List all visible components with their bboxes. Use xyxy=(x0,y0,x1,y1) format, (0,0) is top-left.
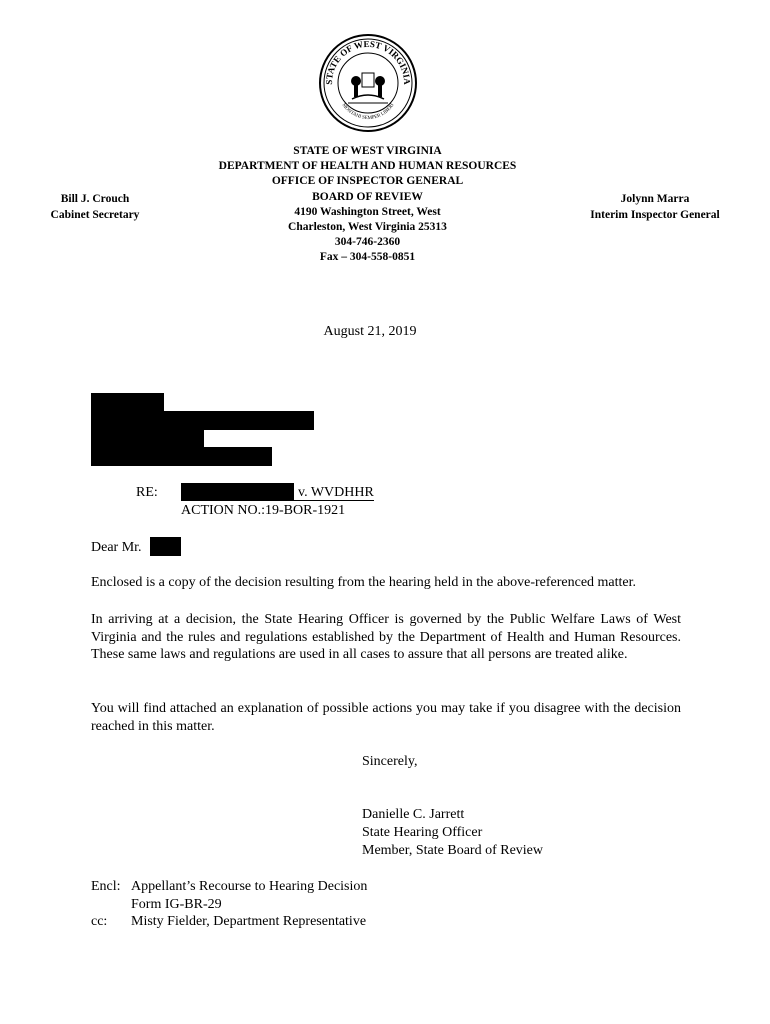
heading-line: Charleston, West Virginia 25313 xyxy=(288,221,447,234)
heading-line: DEPARTMENT OF HEALTH AND HUMAN RESOURCES xyxy=(218,160,517,173)
action-number: ACTION NO.:19-BOR-1921 xyxy=(181,503,346,518)
heading-line: Fax – 304-558-0851 xyxy=(319,251,416,264)
re-label: RE: xyxy=(136,485,158,500)
redacted-address-line xyxy=(91,393,164,412)
signature-block xyxy=(362,806,543,860)
heading-line: OFFICE OF INSPECTOR GENERAL xyxy=(271,175,464,188)
heading-line: STATE OF WEST VIRGINIA xyxy=(293,145,442,157)
redacted-address-line xyxy=(91,411,314,430)
seal-ring-text: STATE OF WEST VIRGINIA xyxy=(323,38,413,85)
left-name: Bill J. Crouch xyxy=(60,193,130,205)
redacted-address-line xyxy=(91,447,272,466)
body-paragraph: Enclosed is a copy of the decision resulting from the hearing held in the above-referenced matter. xyxy=(91,575,637,590)
redacted-surname xyxy=(150,537,181,556)
re-case-text: v. WVDHHR xyxy=(294,485,374,501)
letter-date: August 21, 2019 xyxy=(323,324,417,339)
state-seal-icon xyxy=(318,33,418,133)
salutation: Dear Mr. xyxy=(91,540,142,555)
body-paragraph: In arriving at a decision, the State Hearing Officer is governed by the Public Welfare Laws of West Virginia and the rules and regulations established by the Department of Health and Human Resources. These same laws and regulations are used in all cases to assure that all persons are treated alike. xyxy=(91,612,681,662)
right-name: Jolynn Marra xyxy=(620,193,690,205)
right-title: Interim Inspector General xyxy=(590,209,720,221)
agency-heading xyxy=(185,144,550,266)
signer-name: Danielle C. Jarrett xyxy=(362,807,465,822)
seal-motto-text: MONTANI SEMPER LIBERI xyxy=(340,102,396,122)
closing: Sincerely, xyxy=(362,754,418,769)
re-case-line xyxy=(294,485,374,501)
encl-item: Form IG-BR-29 xyxy=(131,896,222,912)
enclosures-block xyxy=(91,878,367,931)
signer-role: Member, State Board of Review xyxy=(362,843,544,858)
redacted-address-line xyxy=(91,429,204,448)
inspector-general-block xyxy=(580,191,730,223)
encl-label: Encl: xyxy=(91,879,121,894)
heading-line: 304-746-2360 xyxy=(334,236,401,249)
body-paragraph: You will find attached an explanation of possible actions you may take if you disagree with the decision reached in this matter. xyxy=(91,701,681,734)
heading-line: 4190 Washington Street, West xyxy=(294,205,441,218)
heading-line: BOARD OF REVIEW xyxy=(312,190,423,203)
redacted-appellant-name xyxy=(181,483,294,501)
signer-title: State Hearing Officer xyxy=(362,825,483,840)
cc-label: cc: xyxy=(91,914,108,929)
left-title: Cabinet Secretary xyxy=(50,209,140,221)
encl-item: Appellant’s Recourse to Hearing Decision xyxy=(131,879,368,894)
cabinet-secretary-block xyxy=(40,191,150,223)
cc-recipient: Misty Fielder, Department Representative xyxy=(131,914,367,929)
